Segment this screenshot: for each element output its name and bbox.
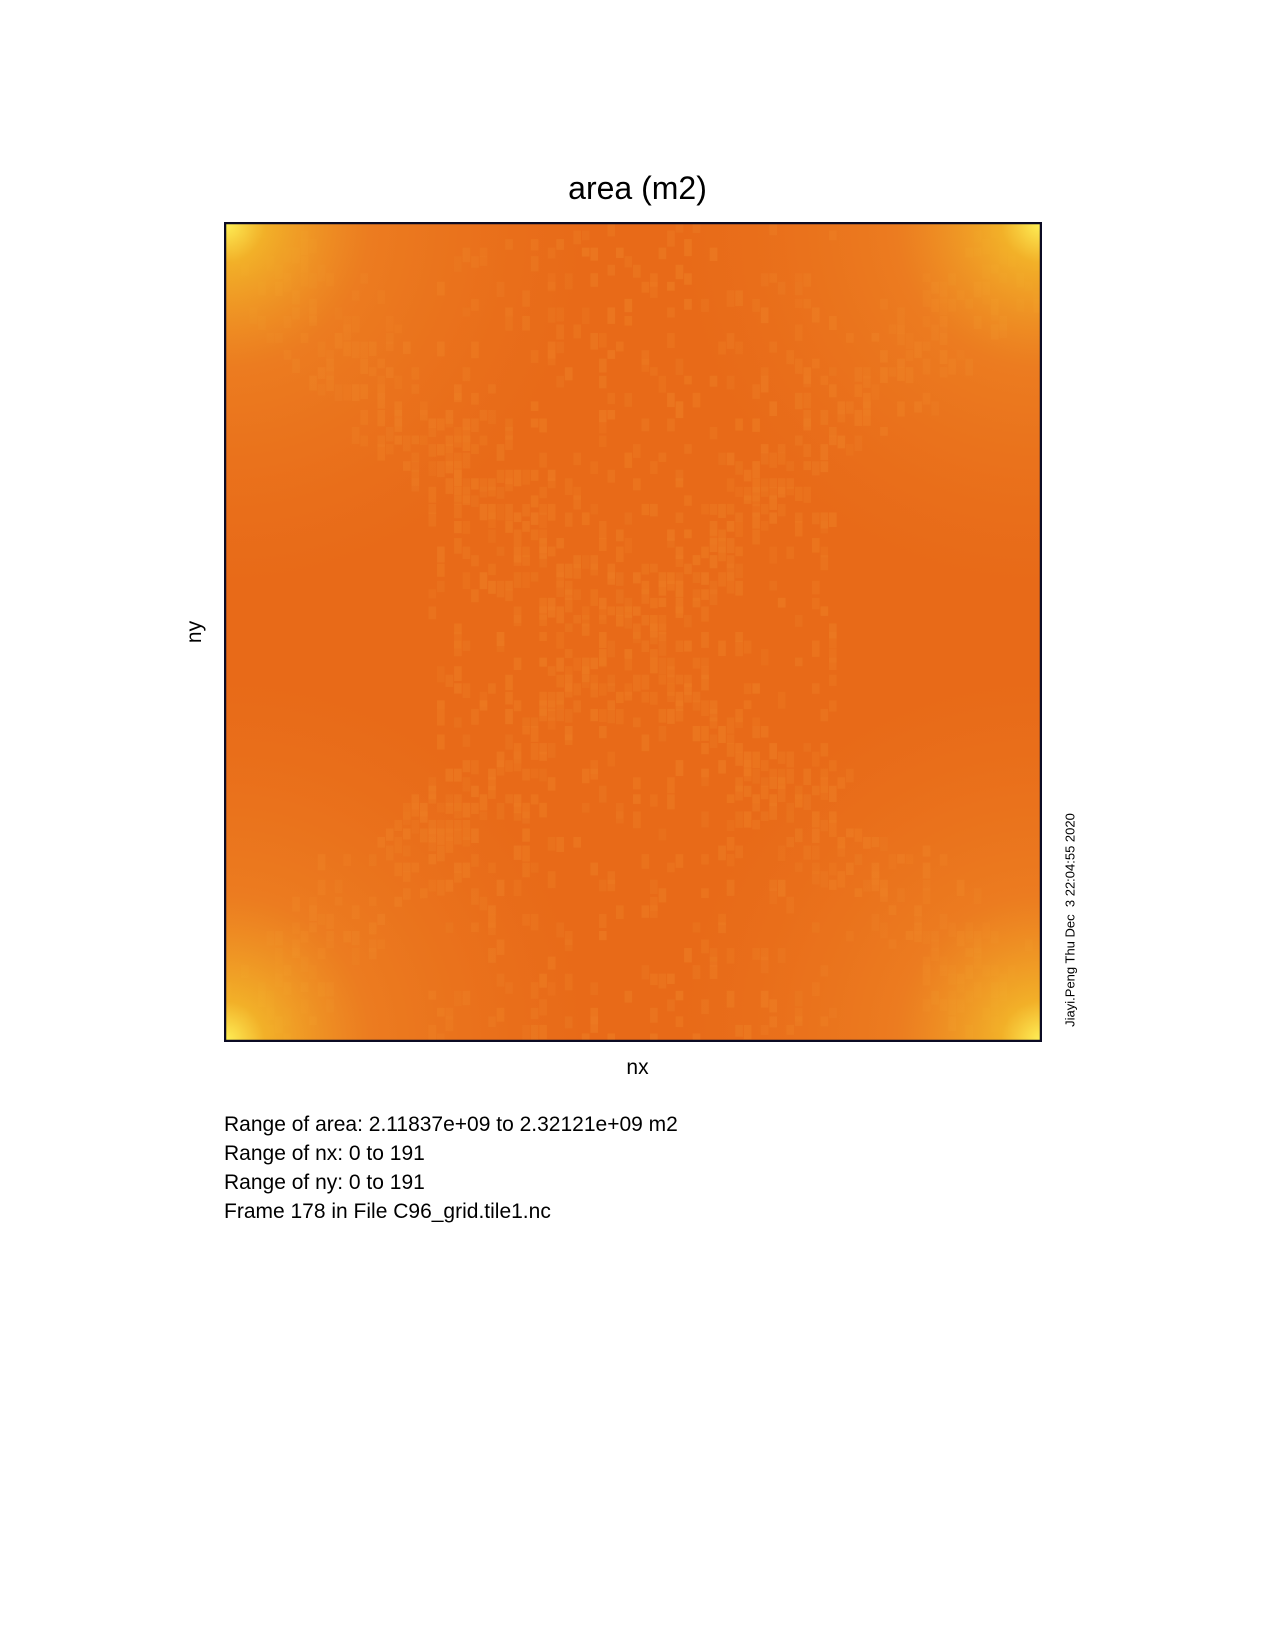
range-info (224, 1110, 678, 1226)
y-axis-label: ny (183, 620, 206, 644)
heatmap-plot (224, 222, 1042, 1042)
x-axis-label: nx (626, 1056, 649, 1079)
user-timestamp-stamp: Jiayi.Peng Thu Dec 3 22:04:55 2020 (1062, 813, 1078, 1027)
heatmap-svg (224, 222, 1042, 1042)
chart-title: area (m2) (568, 170, 707, 206)
info-line-area-range: Range of area: 2.11837e+09 to 2.32121e+09 m2 (224, 1113, 678, 1136)
corner-high-bottom-right (224, 222, 1042, 1042)
info-line-ny-range: Range of ny: 0 to 191 (224, 1171, 425, 1194)
info-line-nx-range: Range of nx: 0 to 191 (224, 1142, 425, 1165)
info-line-frame-file: Frame 178 in File C96_grid.tile1.nc (224, 1200, 551, 1223)
